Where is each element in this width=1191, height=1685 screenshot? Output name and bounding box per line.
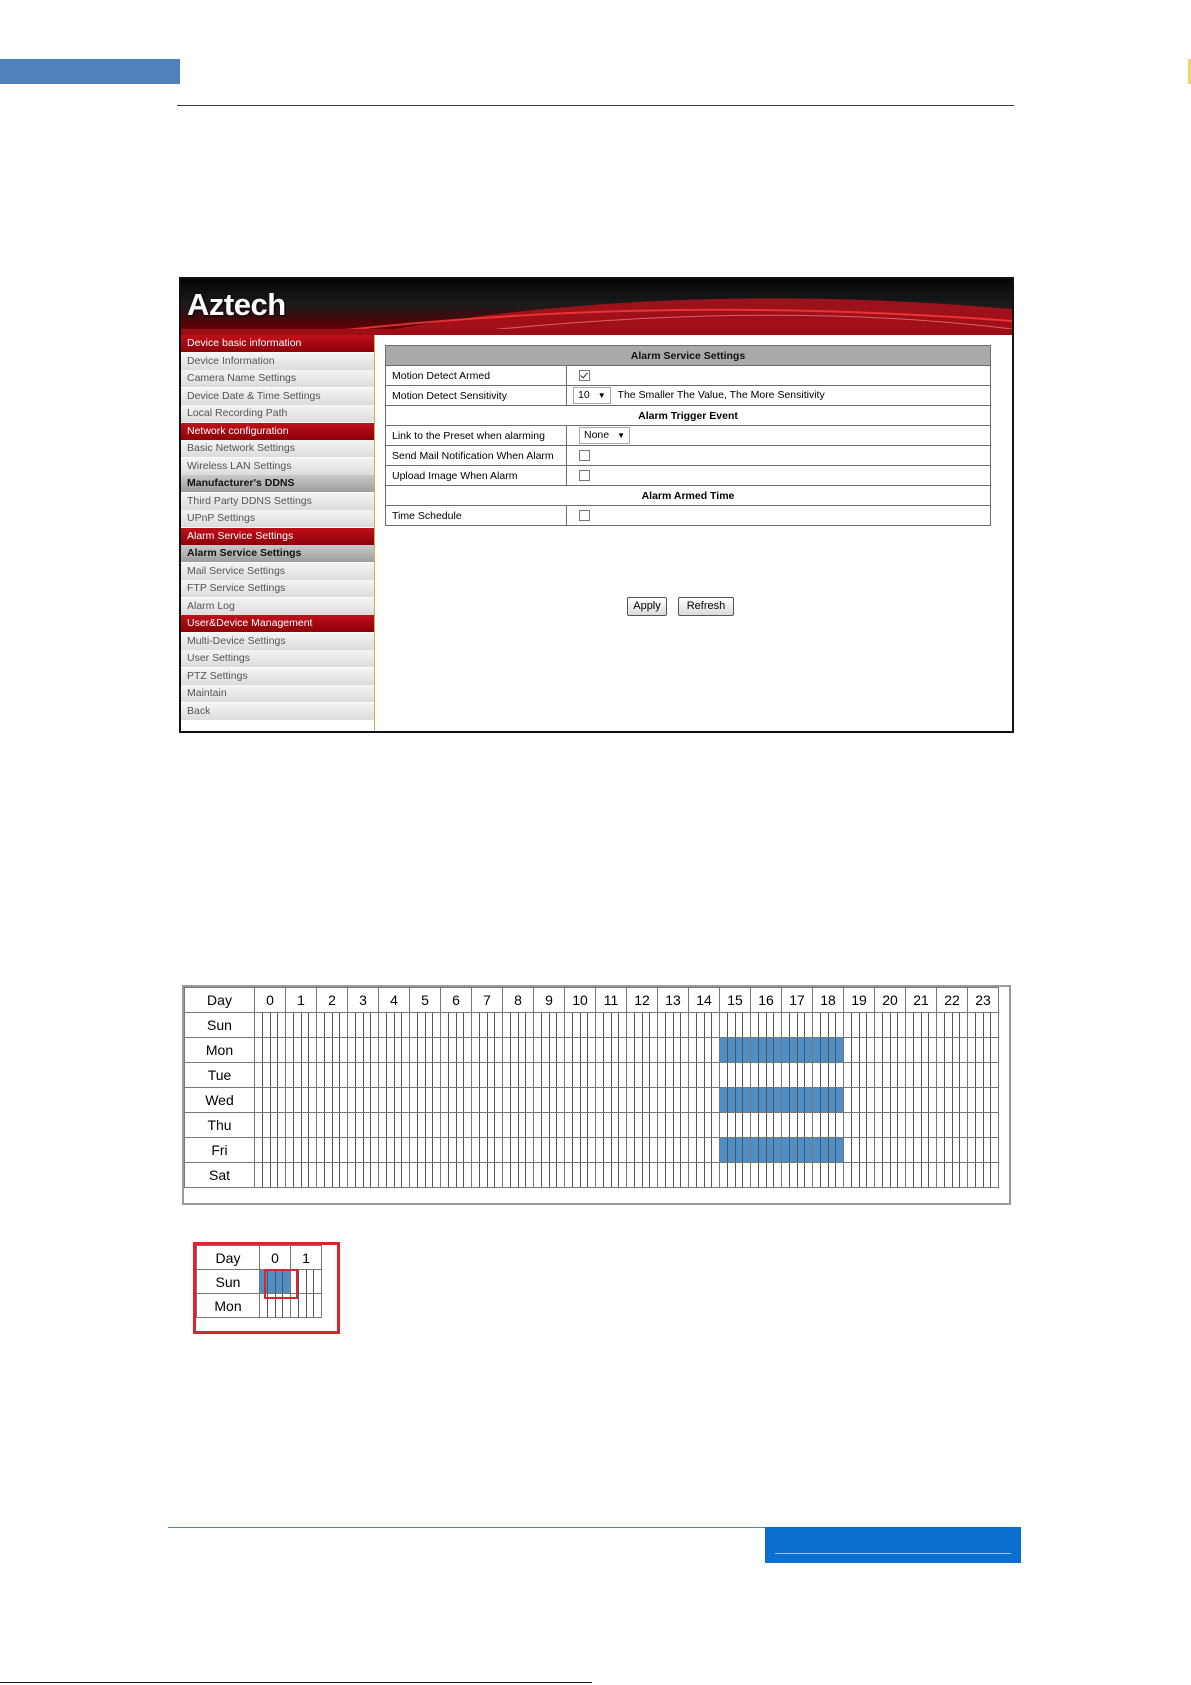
hour-slot[interactable] — [410, 1138, 441, 1163]
hour-header: 10 — [565, 988, 596, 1013]
hour-slot[interactable] — [658, 1113, 689, 1138]
hour-slot[interactable] — [937, 1088, 968, 1113]
hour-slot[interactable] — [813, 1063, 844, 1088]
chevron-down-icon: ▼ — [617, 431, 626, 440]
hour-slot[interactable] — [410, 1038, 441, 1063]
hour-slot[interactable] — [596, 1013, 627, 1038]
footer-color-block — [765, 1527, 1021, 1563]
hour-slot[interactable] — [503, 1113, 534, 1138]
hour-slot[interactable] — [689, 1113, 720, 1138]
upload-image-label: Upload Image When Alarm — [386, 466, 567, 486]
hour-slot[interactable] — [317, 1063, 348, 1088]
hour-header: 0 — [255, 988, 286, 1013]
hour-slot[interactable] — [472, 1113, 503, 1138]
hour-slot[interactable] — [751, 1038, 782, 1063]
hour-slot[interactable] — [286, 1113, 317, 1138]
trigger-event-header: Alarm Trigger Event — [386, 406, 991, 426]
hour-slot[interactable] — [565, 1013, 596, 1038]
hour-slot[interactable] — [720, 1138, 751, 1163]
hour-slot[interactable] — [689, 1088, 720, 1113]
apply-button[interactable]: Apply — [627, 597, 667, 616]
hour-slot[interactable] — [968, 1088, 999, 1113]
hour-slot[interactable] — [317, 1038, 348, 1063]
day-label: Mon — [185, 1038, 255, 1063]
hour-slot[interactable] — [968, 1163, 999, 1188]
hour-header: 23 — [968, 988, 999, 1013]
hour-slot[interactable] — [658, 1063, 689, 1088]
header-color-bar — [0, 59, 180, 84]
hour-slot[interactable] — [472, 1163, 503, 1188]
banner-swoosh — [181, 279, 1012, 335]
aztech-logo: Aztech — [187, 287, 286, 322]
hour-slot[interactable] — [968, 1013, 999, 1038]
hour-slot[interactable] — [255, 1113, 286, 1138]
schedule-row — [197, 1294, 322, 1318]
armed-time-header: Alarm Armed Time — [386, 486, 991, 506]
hour-slot[interactable] — [875, 1138, 906, 1163]
hour-slot[interactable] — [472, 1088, 503, 1113]
hour-slot[interactable] — [751, 1063, 782, 1088]
hour-header: 0 — [260, 1246, 291, 1270]
sensitivity-hint: The Smaller The Value, The More Sensitivity — [617, 389, 825, 402]
hour-slot[interactable] — [534, 1038, 565, 1063]
hour-slot[interactable] — [906, 1163, 937, 1188]
hour-slot[interactable] — [844, 1113, 875, 1138]
hour-slot[interactable] — [906, 1038, 937, 1063]
hour-header: 6 — [441, 988, 472, 1013]
selection-highlight-box — [264, 1269, 298, 1299]
hour-slot[interactable] — [317, 1163, 348, 1188]
hour-header: 8 — [503, 988, 534, 1013]
hour-slot[interactable] — [813, 1113, 844, 1138]
web-ui-screenshot — [179, 277, 1014, 733]
hour-slot[interactable] — [534, 1138, 565, 1163]
sidebar-item[interactable]: Device Date & Time Settings — [181, 388, 374, 406]
day-label: Sat — [185, 1163, 255, 1188]
hour-slot[interactable] — [689, 1013, 720, 1038]
hour-slot[interactable] — [379, 1038, 410, 1063]
hour-slot[interactable] — [782, 1113, 813, 1138]
hour-slot[interactable] — [813, 1088, 844, 1113]
hour-slot[interactable] — [255, 1063, 286, 1088]
hour-slot[interactable] — [472, 1038, 503, 1063]
day-label: Mon — [197, 1294, 260, 1318]
hour-slot[interactable] — [565, 1038, 596, 1063]
hour-slot[interactable] — [937, 1113, 968, 1138]
day-column-header: Day — [197, 1246, 260, 1270]
hour-slot[interactable] — [596, 1038, 627, 1063]
sidebar-item[interactable]: User&Device Management — [181, 615, 374, 632]
hour-slot[interactable] — [937, 1063, 968, 1088]
hour-slot[interactable] — [379, 1088, 410, 1113]
hour-slot[interactable] — [813, 1013, 844, 1038]
hour-slot[interactable] — [379, 1113, 410, 1138]
hour-slot[interactable] — [658, 1013, 689, 1038]
bottom-rule — [0, 1682, 592, 1683]
sidebar-item[interactable]: Alarm Service Settings — [181, 545, 374, 562]
hour-slot[interactable] — [255, 1038, 286, 1063]
hour-slot[interactable] — [255, 1163, 286, 1188]
hour-slot[interactable] — [627, 1088, 658, 1113]
hour-slot[interactable] — [472, 1013, 503, 1038]
hour-slot[interactable] — [844, 1063, 875, 1088]
hour-slot[interactable] — [286, 1013, 317, 1038]
hour-slot[interactable] — [937, 1038, 968, 1063]
hour-slot[interactable] — [813, 1163, 844, 1188]
sidebar-item[interactable]: Maintain — [181, 685, 374, 703]
hour-slot[interactable] — [317, 1138, 348, 1163]
hour-slot[interactable] — [348, 1013, 379, 1038]
hour-header: 4 — [379, 988, 410, 1013]
hour-slot[interactable] — [472, 1063, 503, 1088]
sidebar-item[interactable]: Manufacturer's DDNS — [181, 475, 374, 492]
hour-slot[interactable] — [906, 1063, 937, 1088]
schedule-table — [184, 987, 999, 1188]
hour-slot[interactable] — [968, 1138, 999, 1163]
hour-slot[interactable] — [844, 1038, 875, 1063]
hour-slot[interactable] — [813, 1038, 844, 1063]
hour-slot[interactable] — [968, 1038, 999, 1063]
schedule-row — [185, 1138, 999, 1163]
hour-slot[interactable] — [844, 1013, 875, 1038]
hour-slot[interactable] — [782, 1013, 813, 1038]
sidebar-item[interactable]: User Settings — [181, 650, 374, 668]
hour-slot[interactable] — [875, 1088, 906, 1113]
hour-slot[interactable] — [751, 1013, 782, 1038]
hour-slot[interactable] — [410, 1113, 441, 1138]
hour-slot[interactable] — [968, 1063, 999, 1088]
hour-slot[interactable] — [720, 1013, 751, 1038]
hour-slot[interactable] — [534, 1013, 565, 1038]
hour-slot[interactable] — [720, 1113, 751, 1138]
mini-schedule-table — [196, 1245, 322, 1318]
refresh-button[interactable]: Refresh — [678, 597, 734, 616]
hour-slot[interactable] — [875, 1163, 906, 1188]
hour-slot[interactable] — [689, 1038, 720, 1063]
hour-slot[interactable] — [906, 1138, 937, 1163]
hour-slot[interactable] — [937, 1163, 968, 1188]
hour-slot[interactable] — [875, 1038, 906, 1063]
hour-slot[interactable] — [286, 1063, 317, 1088]
hour-slot[interactable] — [565, 1138, 596, 1163]
hour-slot[interactable] — [503, 1038, 534, 1063]
preset-value: None — [584, 429, 610, 441]
hour-slot[interactable] — [844, 1163, 875, 1188]
sidebar-item[interactable]: Local Recording Path — [181, 405, 374, 423]
day-label: Thu — [185, 1113, 255, 1138]
hour-slot[interactable] — [751, 1138, 782, 1163]
hour-slot[interactable] — [782, 1038, 813, 1063]
sidebar-item[interactable]: PTZ Settings — [181, 668, 374, 686]
hour-slot[interactable] — [689, 1138, 720, 1163]
hour-slot[interactable] — [348, 1113, 379, 1138]
hour-slot[interactable] — [875, 1063, 906, 1088]
hour-slot[interactable] — [286, 1038, 317, 1063]
hour-slot[interactable] — [720, 1038, 751, 1063]
hour-slot[interactable] — [441, 1163, 472, 1188]
hour-slot[interactable] — [534, 1163, 565, 1188]
sidebar-item[interactable]: Network configuration — [181, 423, 374, 440]
hour-slot[interactable] — [286, 1088, 317, 1113]
hour-slot[interactable] — [317, 1113, 348, 1138]
hour-slot[interactable] — [534, 1088, 565, 1113]
sidebar-item[interactable]: FTP Service Settings — [181, 580, 374, 598]
hour-header: 15 — [720, 988, 751, 1013]
day-column-header: Day — [185, 988, 255, 1013]
motion-armed-checkbox[interactable] — [579, 370, 590, 381]
hour-header: 9 — [534, 988, 565, 1013]
day-label: Sun — [185, 1013, 255, 1038]
hour-slot[interactable] — [937, 1138, 968, 1163]
hour-slot[interactable] — [937, 1013, 968, 1038]
schedule-row — [185, 1063, 999, 1088]
mail-notify-label: Send Mail Notification When Alarm — [386, 446, 567, 466]
hour-slot[interactable] — [348, 1063, 379, 1088]
hour-slot[interactable] — [875, 1013, 906, 1038]
sensitivity-value: 10 — [578, 389, 590, 401]
hour-slot[interactable] — [658, 1088, 689, 1113]
hour-slot[interactable] — [627, 1038, 658, 1063]
hour-slot[interactable] — [441, 1038, 472, 1063]
hour-slot[interactable] — [348, 1163, 379, 1188]
sensitivity-label: Motion Detect Sensitivity — [386, 386, 567, 406]
hour-slot[interactable] — [534, 1113, 565, 1138]
sidebar-item[interactable]: Alarm Log — [181, 598, 374, 616]
hour-header: 12 — [627, 988, 658, 1013]
hour-slot[interactable] — [503, 1063, 534, 1088]
sidebar-item[interactable]: Camera Name Settings — [181, 370, 374, 388]
hour-slot[interactable] — [627, 1113, 658, 1138]
upload-image-checkbox[interactable] — [579, 470, 590, 481]
hour-slot[interactable] — [720, 1088, 751, 1113]
main-panel — [375, 335, 1012, 731]
hour-slot[interactable] — [410, 1013, 441, 1038]
hour-slot[interactable] — [348, 1088, 379, 1113]
preset-select[interactable] — [579, 427, 630, 444]
hour-slot[interactable] — [751, 1088, 782, 1113]
hour-slot[interactable] — [410, 1063, 441, 1088]
hour-slot[interactable] — [286, 1163, 317, 1188]
day-label: Sun — [197, 1270, 260, 1294]
hour-header: 1 — [286, 988, 317, 1013]
hour-slot[interactable] — [627, 1138, 658, 1163]
hour-slot[interactable] — [751, 1163, 782, 1188]
hour-header: 19 — [844, 988, 875, 1013]
hour-slot[interactable] — [503, 1138, 534, 1163]
mail-notify-checkbox[interactable] — [579, 450, 590, 461]
schedule-row — [185, 1163, 999, 1188]
hour-slot[interactable] — [565, 1088, 596, 1113]
hour-slot[interactable] — [782, 1063, 813, 1088]
hour-slot[interactable] — [503, 1163, 534, 1188]
hour-slot[interactable] — [596, 1163, 627, 1188]
hour-slot[interactable] — [689, 1063, 720, 1088]
hour-slot[interactable] — [317, 1088, 348, 1113]
hour-slot[interactable] — [627, 1163, 658, 1188]
hour-slot[interactable] — [906, 1113, 937, 1138]
hour-slot[interactable] — [751, 1113, 782, 1138]
hour-slot[interactable] — [379, 1163, 410, 1188]
hour-slot[interactable] — [255, 1088, 286, 1113]
time-schedule-checkbox[interactable] — [579, 510, 590, 521]
day-label: Wed — [185, 1088, 255, 1113]
hour-header: 7 — [472, 988, 503, 1013]
brand-banner — [181, 279, 1012, 335]
hour-header: 3 — [348, 988, 379, 1013]
hour-header: 13 — [658, 988, 689, 1013]
hour-slot[interactable] — [379, 1063, 410, 1088]
hour-header: 22 — [937, 988, 968, 1013]
hour-slot[interactable] — [875, 1113, 906, 1138]
hour-slot[interactable] — [689, 1163, 720, 1188]
hour-slot[interactable] — [348, 1038, 379, 1063]
hour-slot[interactable] — [472, 1138, 503, 1163]
day-label: Fri — [185, 1138, 255, 1163]
hour-slot[interactable] — [782, 1088, 813, 1113]
hour-slot[interactable] — [906, 1013, 937, 1038]
hour-slot[interactable] — [627, 1063, 658, 1088]
sidebar-item[interactable]: Third Party DDNS Settings — [181, 493, 374, 511]
hour-slot[interactable] — [534, 1063, 565, 1088]
hour-header: 14 — [689, 988, 720, 1013]
hour-slot[interactable] — [627, 1013, 658, 1038]
time-schedule-label: Time Schedule — [386, 506, 567, 526]
hour-slot[interactable] — [379, 1013, 410, 1038]
hour-slot[interactable] — [596, 1088, 627, 1113]
weekly-schedule-grid — [182, 985, 1011, 1205]
hour-header: 17 — [782, 988, 813, 1013]
day-label: Tue — [185, 1063, 255, 1088]
hour-header: 18 — [813, 988, 844, 1013]
hour-slot[interactable] — [441, 1113, 472, 1138]
schedule-row — [197, 1270, 322, 1294]
alarm-settings-table — [385, 345, 991, 526]
sidebar-item[interactable]: Multi-Device Settings — [181, 633, 374, 651]
hour-header: 11 — [596, 988, 627, 1013]
sidebar-item[interactable]: Alarm Service Settings — [181, 528, 374, 545]
settings-title: Alarm Service Settings — [386, 346, 991, 366]
hour-slot[interactable] — [441, 1063, 472, 1088]
hour-slot[interactable] — [565, 1113, 596, 1138]
hour-slot[interactable] — [410, 1163, 441, 1188]
sidebar-item[interactable]: Device basic information — [181, 335, 374, 352]
footer-inner-line — [775, 1553, 1011, 1554]
chevron-down-icon: ▼ — [597, 391, 606, 400]
schedule-row — [185, 1113, 999, 1138]
hour-slot[interactable] — [441, 1138, 472, 1163]
sidebar-item[interactable]: UPnP Settings — [181, 510, 374, 528]
hour-slot[interactable] — [255, 1138, 286, 1163]
hour-slot[interactable] — [968, 1113, 999, 1138]
motion-armed-label: Motion Detect Armed — [386, 366, 567, 386]
hour-slot[interactable] — [441, 1013, 472, 1038]
hour-slot[interactable] — [317, 1013, 348, 1038]
hour-header: 20 — [875, 988, 906, 1013]
hour-slot[interactable] — [720, 1063, 751, 1088]
sidebar-item[interactable]: Basic Network Settings — [181, 440, 374, 458]
footer-rule — [168, 1527, 765, 1528]
sidebar-item[interactable]: Back — [181, 703, 374, 721]
schedule-row — [185, 1013, 999, 1038]
hour-slot[interactable] — [596, 1138, 627, 1163]
hour-slot[interactable] — [410, 1088, 441, 1113]
hour-slot[interactable] — [565, 1063, 596, 1088]
hour-slot[interactable] — [441, 1088, 472, 1113]
hour-slot[interactable] — [286, 1138, 317, 1163]
hour-slot[interactable] — [379, 1138, 410, 1163]
hour-slot[interactable] — [565, 1163, 596, 1188]
hour-header: 5 — [410, 988, 441, 1013]
hour-slot[interactable] — [720, 1163, 751, 1188]
hour-slot[interactable] — [503, 1088, 534, 1113]
hour-header: 1 — [291, 1246, 322, 1270]
hour-header: 21 — [906, 988, 937, 1013]
sidebar-nav — [181, 335, 375, 731]
hour-slot[interactable] — [658, 1138, 689, 1163]
schedule-row — [185, 1088, 999, 1113]
preset-label: Link to the Preset when alarming — [386, 426, 567, 446]
hour-slot[interactable] — [906, 1088, 937, 1113]
hour-slot[interactable] — [658, 1163, 689, 1188]
hour-slot[interactable] — [782, 1163, 813, 1188]
hour-slot[interactable] — [813, 1138, 844, 1163]
hour-slot[interactable] — [255, 1013, 286, 1038]
hour-slot[interactable] — [782, 1138, 813, 1163]
hour-slot[interactable] — [844, 1088, 875, 1113]
hour-slot[interactable] — [844, 1138, 875, 1163]
header-rule — [177, 105, 1014, 106]
hour-slot[interactable] — [596, 1113, 627, 1138]
hour-slot[interactable] — [503, 1013, 534, 1038]
hour-header: 16 — [751, 988, 782, 1013]
sidebar-item[interactable]: Mail Service Settings — [181, 563, 374, 581]
schedule-row — [185, 1038, 999, 1063]
hour-header: 2 — [317, 988, 348, 1013]
hour-slot[interactable] — [658, 1038, 689, 1063]
hour-slot[interactable] — [348, 1138, 379, 1163]
hour-slot[interactable] — [596, 1063, 627, 1088]
sensitivity-select[interactable] — [573, 387, 611, 404]
sidebar-item[interactable]: Wireless LAN Settings — [181, 458, 374, 476]
sidebar-item[interactable]: Device Information — [181, 353, 374, 371]
